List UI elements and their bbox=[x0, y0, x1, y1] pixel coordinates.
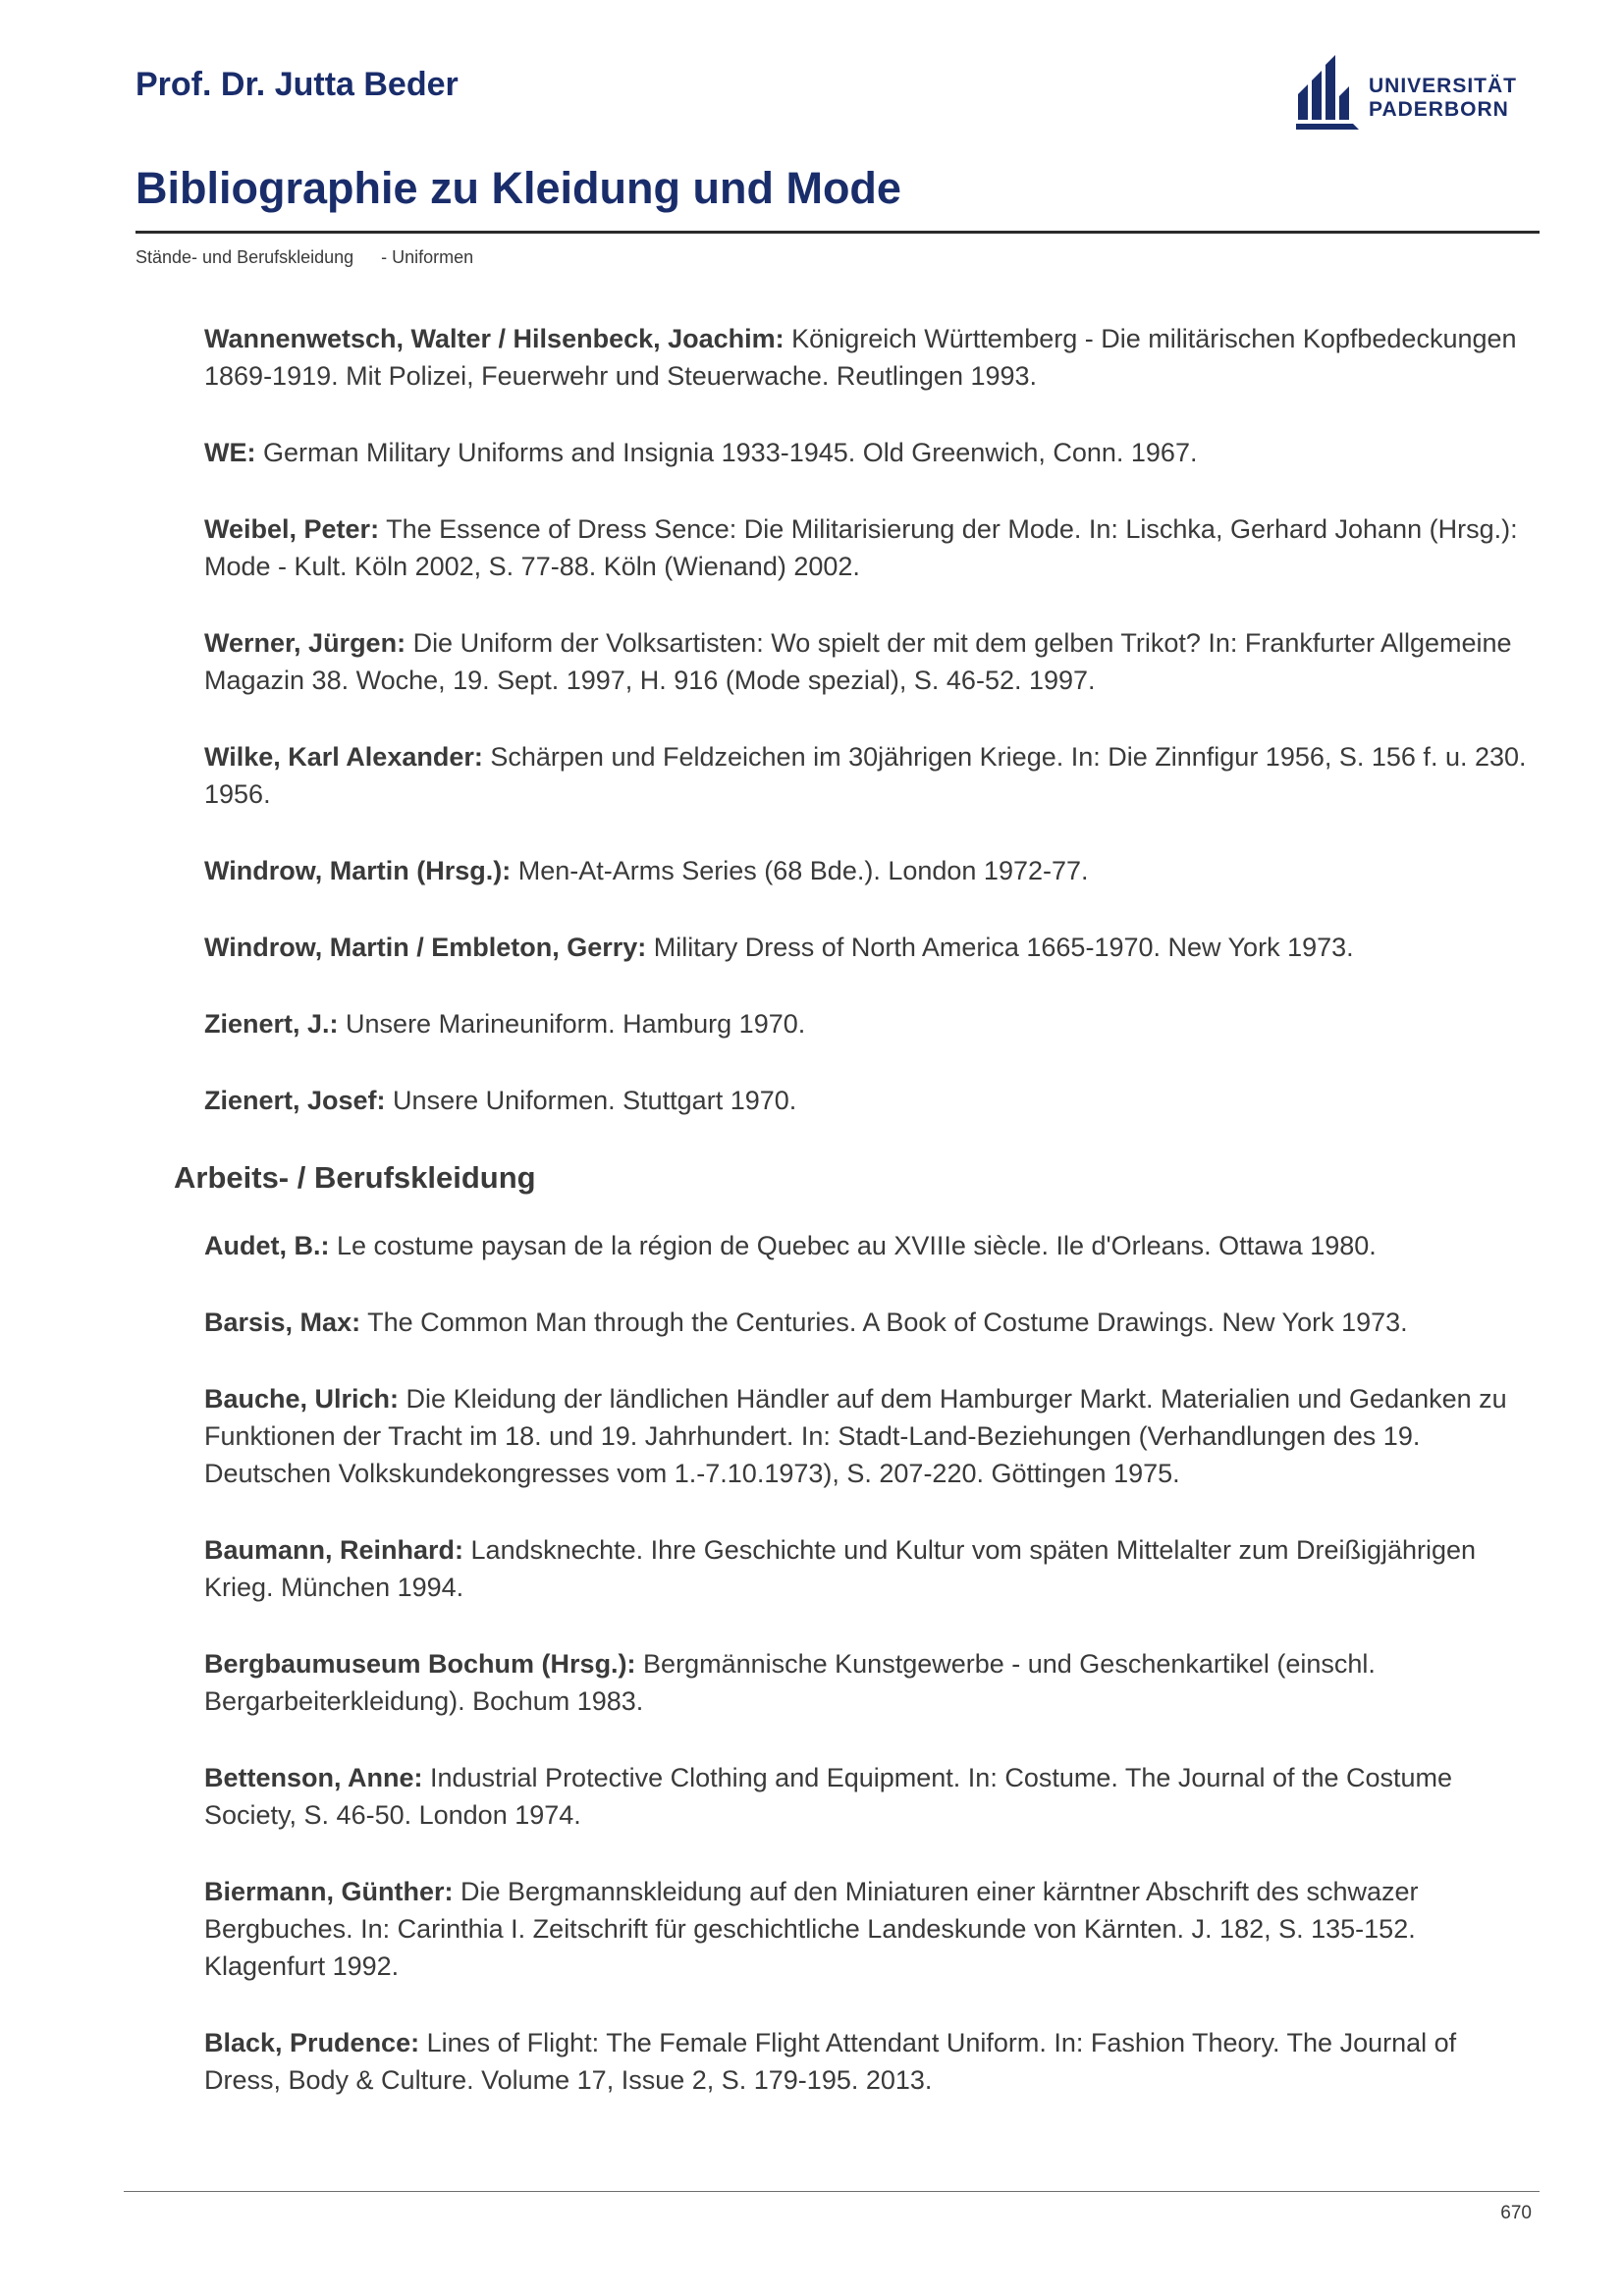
entry-author: Bettenson, Anne: bbox=[204, 1763, 423, 1792]
entry-author: WE: bbox=[204, 438, 256, 467]
entry-text: Die Uniform der Volksartisten: Wo spielt der mit dem gelben Trikot? In: Frankfurter Allgemeine Magazin 38. Woche, 19. Sept. 1997, H. 916 (Mode spezial), S. 46-52. 1997. bbox=[204, 628, 1512, 695]
entry-text: Landsknechte. Ihre Geschichte und Kultur vom späten Mittelalter zum Dreißigjährigen Krieg. München 1994. bbox=[204, 1535, 1477, 1602]
entry-author: Werner, Jürgen: bbox=[204, 628, 406, 658]
header-divider bbox=[135, 231, 1540, 234]
bibliography-entry bbox=[204, 2024, 1530, 2099]
bibliography-entry bbox=[204, 1380, 1530, 1492]
university-logo-icon bbox=[1294, 51, 1359, 130]
entry-author: Weibel, Peter: bbox=[204, 514, 380, 544]
entry-author: Zienert, Josef: bbox=[204, 1086, 386, 1115]
entry-text: Königreich Württemberg - Die militärischen Kopfbedeckungen 1869-1919. Mit Polizei, Feuerwehr und Steuerwache. Reutlingen 1993. bbox=[204, 324, 1517, 391]
bibliography-content bbox=[0, 320, 1623, 2138]
bibliography-entry bbox=[204, 434, 1530, 471]
entry-author: Bauche, Ulrich: bbox=[204, 1384, 400, 1414]
entry-text: Industrial Protective Clothing and Equipment. In: Costume. The Journal of the Costume Society, S. 46-50. London 1974. bbox=[204, 1763, 1453, 1830]
entry-author: Biermann, Günther: bbox=[204, 1877, 454, 1906]
bibliography-entry bbox=[204, 1227, 1530, 1264]
entry-text: Men-At-Arms Series (68 Bde.). London 1972-77. bbox=[511, 856, 1089, 885]
entry-text: The Common Man through the Centuries. A Book of Costume Drawings. New York 1973. bbox=[360, 1308, 1408, 1337]
breadcrumb bbox=[135, 247, 473, 268]
entry-author: Windrow, Martin / Embleton, Gerry: bbox=[204, 933, 647, 962]
author-name: Prof. Dr. Jutta Beder bbox=[135, 66, 459, 103]
entry-author: Zienert, J.: bbox=[204, 1009, 339, 1039]
bibliography-entry bbox=[204, 738, 1530, 813]
breadcrumb-subcategory: - Uniformen bbox=[381, 247, 474, 267]
entry-text: Lines of Flight: The Female Flight Attendant Uniform. In: Fashion Theory. The Journal of Dress, Body & Culture. Volume 17, Issue 2, S. 179-195. 2013. bbox=[204, 2028, 1457, 2095]
entry-author: Wannenwetsch, Walter / Hilsenbeck, Joachim: bbox=[204, 324, 784, 353]
entry-text: Die Kleidung der ländlichen Händler auf dem Hamburger Markt. Materialien und Gedanken zu Funktionen der Tracht im 18. und 19. Jahrhundert. In: Stadt-Land-Beziehungen (Verhandlungen des 19. Deutschen Volkskundekongresses vom 1.-7.10.1973), S. 207-220. Göttingen 1975. bbox=[204, 1384, 1507, 1488]
bibliography-entry bbox=[204, 320, 1530, 395]
entry-text: Unsere Marineuniform. Hamburg 1970. bbox=[338, 1009, 806, 1039]
bibliography-entry bbox=[204, 852, 1530, 889]
bibliography-entry bbox=[204, 624, 1530, 699]
entry-text: Schärpen und Feldzeichen im 30jährigen Kriege. In: Die Zinnfigur 1956, S. 156 f. u. 230. 1956. bbox=[204, 742, 1527, 809]
logo-line-1: UNIVERSITÄT bbox=[1369, 75, 1518, 97]
bibliography-entry bbox=[204, 1304, 1530, 1341]
section-heading: Arbeits- / Berufskleidung bbox=[174, 1160, 536, 1195]
entry-author: Bergbaumuseum Bochum (Hrsg.): bbox=[204, 1649, 636, 1679]
entry-text: Unsere Uniformen. Stuttgart 1970. bbox=[385, 1086, 797, 1115]
university-logo bbox=[1294, 51, 1535, 137]
entry-text: Bergmännische Kunstgewerbe - und Geschenkartikel (einschl. Bergarbeiterkleidung). Bochum 1983. bbox=[204, 1649, 1376, 1716]
entry-author: Audet, B.: bbox=[204, 1231, 330, 1260]
breadcrumb-category: Stände- und Berufskleidung bbox=[135, 247, 354, 267]
entry-text: Die Bergmannskleidung auf den Miniaturen einer kärntner Abschrift des schwazer Bergbuches. In: Carinthia I. Zeitschrift für geschichtliche Landeskunde von Kärnten. J. 182, S. 135-152. Klagenfurt 1992. bbox=[204, 1877, 1419, 1981]
entry-text: The Essence of Dress Sence: Die Militarisierung der Mode. In: Lischka, Gerhard Johann (Hrsg.): Mode - Kult. Köln 2002, S. 77-88. Köln (Wienand) 2002. bbox=[204, 514, 1518, 581]
bibliography-entry bbox=[204, 1873, 1530, 1985]
bibliography-entry bbox=[204, 1082, 1530, 1119]
entry-author: Black, Prudence: bbox=[204, 2028, 420, 2057]
entry-text: Le costume paysan de la région de Quebec au XVIIIe siècle. Ile d'Orleans. Ottawa 1980. bbox=[329, 1231, 1377, 1260]
university-logo-text bbox=[1369, 75, 1517, 121]
entry-text: Military Dress of North America 1665-1970. New York 1973. bbox=[646, 933, 1354, 962]
entry-author: Windrow, Martin (Hrsg.): bbox=[204, 856, 512, 885]
bibliography-entry bbox=[204, 1759, 1530, 1834]
entry-author: Baumann, Reinhard: bbox=[204, 1535, 464, 1565]
page-number: 670 bbox=[1500, 2203, 1532, 2223]
page-title: Bibliographie zu Kleidung und Mode bbox=[135, 163, 901, 213]
entry-text: German Military Uniforms and Insignia 1933-1945. Old Greenwich, Conn. 1967. bbox=[255, 438, 1198, 467]
entry-author: Barsis, Max: bbox=[204, 1308, 361, 1337]
bibliography-entry bbox=[204, 1645, 1530, 1720]
bibliography-entry bbox=[204, 510, 1530, 585]
bibliography-entry bbox=[204, 1005, 1530, 1042]
logo-line-2: PADERBORN bbox=[1369, 97, 1509, 121]
entry-author: Wilke, Karl Alexander: bbox=[204, 742, 483, 772]
footer-divider bbox=[124, 2191, 1540, 2192]
bibliography-entry bbox=[204, 929, 1530, 966]
bibliography-entry bbox=[204, 1531, 1530, 1606]
